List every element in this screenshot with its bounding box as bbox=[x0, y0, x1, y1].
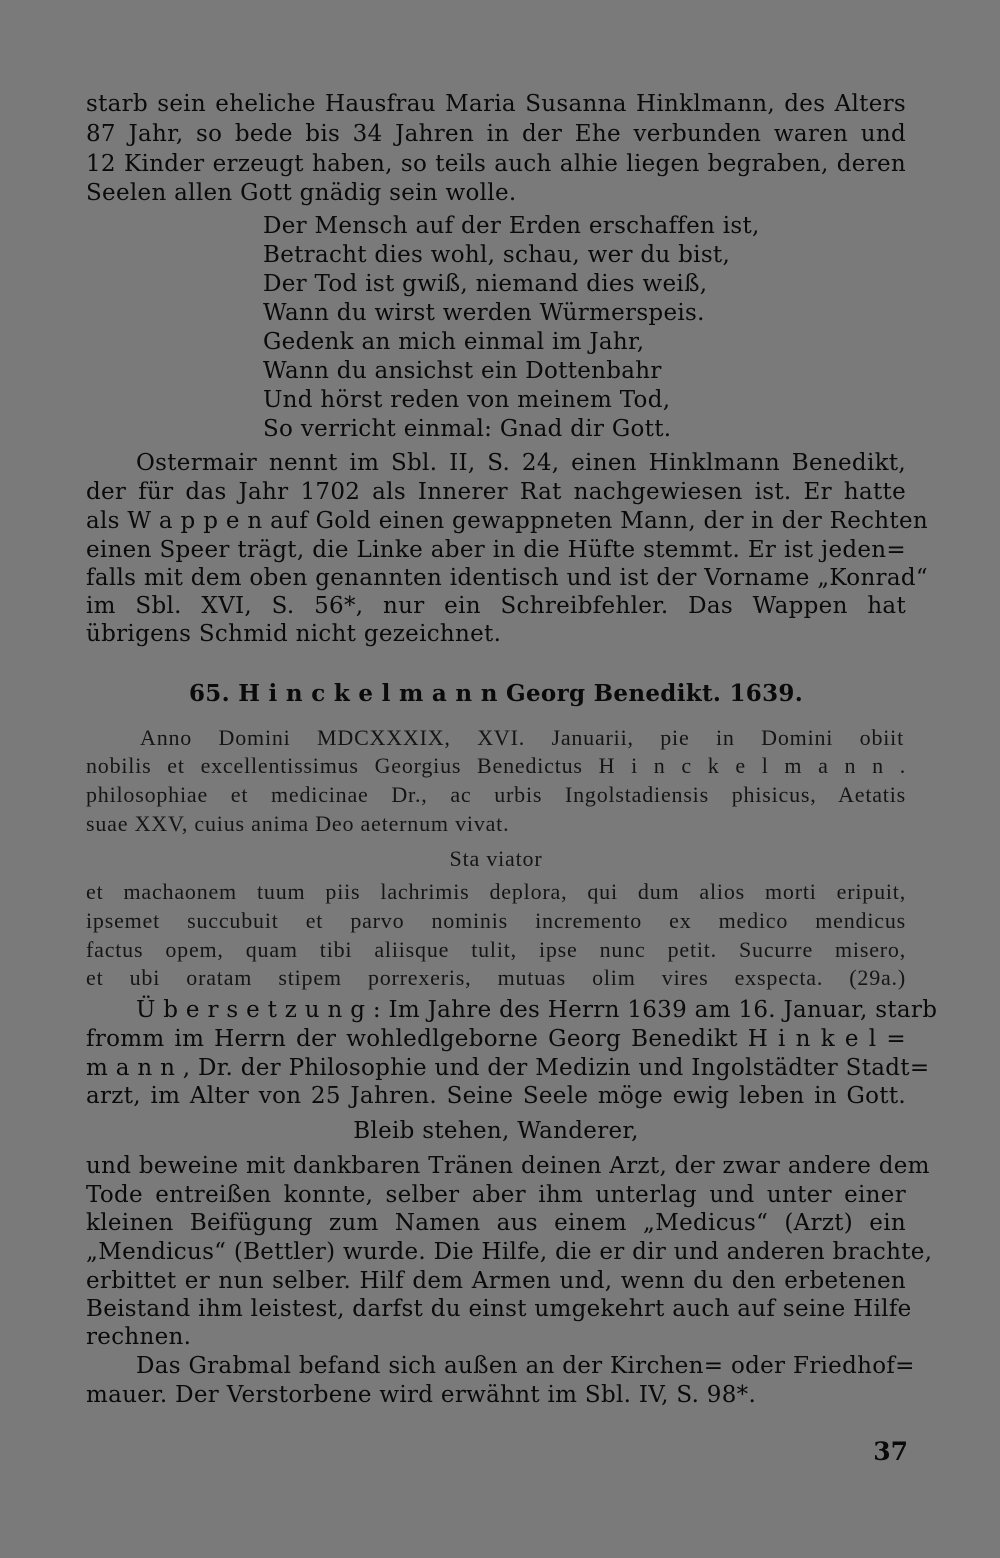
text-line: Ostermair nennt im Sbl. II, S. 24, einen Hinklmann Benedikt, bbox=[136, 450, 906, 476]
latin-centered-line: Sta viator bbox=[449, 846, 543, 871]
poem-line: Gedenk an mich einmal im Jahr, bbox=[263, 329, 645, 355]
text-line: „Mendicus“ (Bettler) wurde. Die Hilfe, die er dir und anderen brachte, bbox=[86, 1239, 933, 1265]
text-line: erbittet er nun selber. Hilf dem Armen und, wenn du den erbetenen bbox=[86, 1268, 906, 1294]
poem-line: Wann du wirst werden Würmerspeis. bbox=[263, 300, 705, 326]
translation-centered-line: Bleib stehen, Wanderer, bbox=[353, 1118, 639, 1144]
text-line: Beistand ihm leistest, darfst du einst umgekehrt auch auf seine Hilfe bbox=[86, 1296, 912, 1322]
text-line: rechnen. bbox=[86, 1324, 192, 1350]
text-line: im Sbl. XVI, S. 56*, nur ein Schreibfehler. Das Wappen hat bbox=[86, 593, 906, 619]
latin-line: nobilis et excellentissimus Georgius Benedictus H i n c k e l m a n n . bbox=[86, 753, 906, 778]
page-number: 37 bbox=[873, 1437, 908, 1466]
latin-line: suae XXV, cuius anima Deo aeternum vivat. bbox=[86, 811, 510, 836]
text-line: Tode entreißen konnte, selber aber ihm unterlag und unter einer bbox=[86, 1182, 906, 1208]
poem-line: Und hörst reden von meinem Tod, bbox=[263, 387, 671, 413]
text-line: kleinen Beifügung zum Namen aus einem „Medicus“ (Arzt) ein bbox=[86, 1210, 906, 1236]
text-line: übrigens Schmid nicht gezeichnet. bbox=[86, 621, 502, 647]
latin-line: et ubi oratam stipem porrexeris, mutuas olim vires exspecta. (29a.) bbox=[86, 965, 906, 990]
text-line: und beweine mit dankbaren Tränen deinen Arzt, der zwar andere dem bbox=[86, 1153, 930, 1179]
text-line: der für das Jahr 1702 als Innerer Rat nachgewiesen ist. Er hatte bbox=[86, 479, 906, 505]
text-line: starb sein eheliche Hausfrau Maria Susanna Hinklmann, des Alters bbox=[86, 91, 906, 117]
text-line: Das Grabmal befand sich außen an der Kirchen= oder Friedhof= bbox=[136, 1353, 915, 1379]
poem-line: Wann du ansichst ein Dottenbahr bbox=[263, 358, 662, 384]
text-line: einen Speer trägt, die Linke aber in die Hüfte stemmt. Er ist jeden= bbox=[86, 537, 906, 563]
text-line: arzt, im Alter von 25 Jahren. Seine Seele möge ewig leben in Gott. bbox=[86, 1083, 906, 1109]
latin-line: philosophiae et medicinae Dr., ac urbis Ingolstadiensis phisicus, Aetatis bbox=[86, 782, 906, 807]
text-line: fromm im Herrn der wohledlgeborne Georg Benedikt H i n k e l = bbox=[86, 1026, 906, 1052]
text-line: mauer. Der Verstorbene wird erwähnt im Sbl. IV, S. 98*. bbox=[86, 1382, 757, 1408]
latin-line: Anno Domini MDCXXXIX, XVI. Januarii, pie in Domini obiit bbox=[140, 725, 904, 750]
text-line: 12 Kinder erzeugt haben, so teils auch alhie liegen begraben, deren bbox=[86, 151, 906, 177]
text-line: als W a p p e n auf Gold einen gewappneten Mann, der in der Rechten bbox=[86, 508, 928, 534]
poem-line: Der Mensch auf der Erden erschaffen ist, bbox=[263, 213, 760, 239]
latin-line: et machaonem tuum piis lachrimis deplora, qui dum alios morti eripuit, bbox=[86, 879, 906, 904]
text-line: 87 Jahr, so bede bis 34 Jahren in der Ehe verbunden waren und bbox=[86, 121, 906, 147]
text-line: Ü b e r s e t z u n g : Im Jahre des Herrn 1639 am 16. Januar, starb bbox=[136, 997, 938, 1023]
poem-line: Der Tod ist gwiß, niemand dies weiß, bbox=[263, 271, 708, 297]
latin-line: ipsemet succubuit et parvo nominis incremento ex medico mendicus bbox=[86, 908, 906, 933]
poem-line: So verricht einmal: Gnad dir Gott. bbox=[263, 416, 672, 442]
text-line: Seelen allen Gott gnädig sein wolle. bbox=[86, 180, 517, 206]
text-line: m a n n , Dr. der Philosophie und der Medizin und Ingolstädter Stadt= bbox=[86, 1055, 930, 1081]
section-heading: 65. H i n c k e l m a n n Georg Benedikt. 1639. bbox=[188, 680, 804, 707]
text-line: falls mit dem oben genannten identisch und ist der Vorname „Konrad“ bbox=[86, 565, 928, 591]
poem-line: Betracht dies wohl, schau, wer du bist, bbox=[263, 242, 731, 268]
latin-line: factus opem, quam tibi aliisque tulit, ipse nunc petit. Sucurre misero, bbox=[86, 937, 906, 962]
